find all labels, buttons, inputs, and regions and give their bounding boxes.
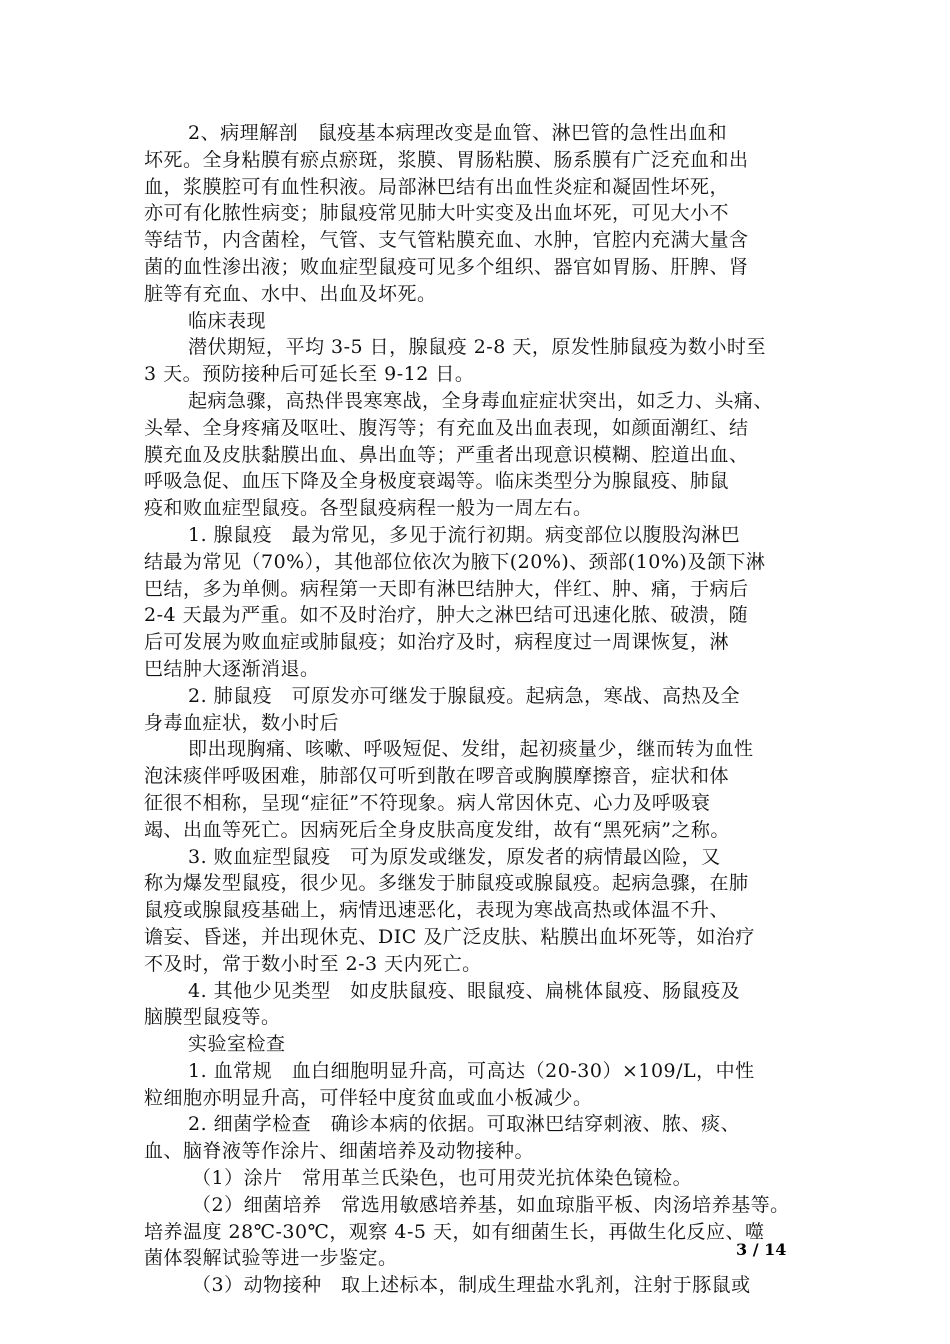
text-line: 脏等有充血、水中、出血及坏死。 (144, 282, 437, 305)
text-line: 疫和败血症型鼠疫。各型鼠疫病程一般为一周左右。 (144, 497, 593, 520)
text-line: 征很不相称，呈现“症征”不符现象。病人常因休克、心力及呼吸衰 (144, 791, 711, 814)
text-line: 身毒血症状，数小时后 (144, 711, 340, 734)
text-line: 2-4 天最为严重。如不及时治疗，肿大之淋巴结可迅速化脓、破溃，随 (144, 604, 749, 627)
text-line: 膜充血及皮肤黏膜出血、鼻出血等；严重者出现意识模糊、腔道出血、 (144, 443, 749, 466)
page-number: 3 / 14 (736, 1240, 787, 1259)
text-line: 坏死。全身粘膜有瘀点瘀斑，浆膜、胃肠粘膜、肠系膜有广泛充血和出 (144, 148, 749, 171)
text-line: 2. 细菌学检查 确诊本病的依据。可取淋巴结穿刺液、脓、痰、 (188, 1113, 741, 1136)
text-line: 巴结肿大逐渐消退。 (144, 657, 320, 680)
text-line: 菌的血性渗出液；败血症型鼠疫可见多个组织、器官如胃肠、肝脾、肾 (144, 255, 749, 278)
text-line: 3 天。预防接种后可延长至 9-12 日。 (144, 363, 475, 386)
text-line: 称为爆发型鼠疫，很少见。多继发于肺鼠疫或腺鼠疫。起病急骤，在肺 (144, 872, 749, 895)
text-line: 4. 其他少见类型 如皮肤鼠疫、眼鼠疫、扁桃体鼠疫、肠鼠疫及 (188, 979, 741, 1002)
text-line: 菌体裂解试验等进一步鉴定。 (144, 1247, 398, 1270)
text-line: 脑膜型鼠疫等。 (144, 1006, 281, 1029)
text-line: 粒细胞亦明显升高，可伴轻中度贫血或血小板减少。 (144, 1086, 593, 1109)
text-line: 等结节，内含菌栓，气管、支气管粘膜充血、水肿，官腔内充满大量含 (144, 229, 749, 252)
text-line: 不及时，常于数小时至 2-3 天内死亡。 (144, 952, 482, 975)
text-line: 潜伏期短，平均 3-5 日，腺鼠疫 2-8 天，原发性肺鼠疫为数小时至 (188, 336, 766, 359)
document-body (144, 120, 810, 1299)
text-line: 3. 败血症型鼠疫 可为原发或继发，原发者的病情最凶险，又 (188, 845, 721, 868)
text-line: 后可发展为败血症或肺鼠疫；如治疗及时，病程度过一周课恢复，淋 (144, 631, 730, 654)
text-line: （1）涂片 常用革兰氏染色，也可用荧光抗体染色镜检。 (192, 1167, 693, 1190)
text-line: 即出现胸痛、咳嗽、呼吸短促、发绀，起初痰量少，继而转为血性 (188, 738, 754, 761)
text-line: 鼠疫或腺鼠疫基础上，病情迅速恶化，表现为寒战高热或体温不升、 (144, 899, 730, 922)
text-line: 1. 腺鼠疫 最为常见，多见于流行初期。病变部位以腹股沟淋巴 (188, 523, 741, 546)
text-line: 竭、出血等死亡。因病死后全身皮肤高度发绀，故有“黑死病”之称。 (144, 818, 730, 841)
section-heading: 临床表现 (188, 309, 267, 332)
text-line: 巴结，多为单侧。病程第一天即有淋巴结肿大，伴红、肿、痛，于病后 (144, 577, 749, 600)
text-line: 呼吸急促、血压下降及全身极度衰竭等。临床类型分为腺鼠疫、肺鼠 (144, 470, 730, 493)
text-line: 2. 肺鼠疫 可原发亦可继发于腺鼠疫。起病急，寒战、高热及全 (188, 684, 741, 707)
text-line: （2）细菌培养 常选用敏感培养基，如血琼脂平板、肉汤培养基等。 (192, 1193, 790, 1216)
section-heading: 实验室检查 (188, 1033, 286, 1056)
text-line: 2、病理解剖 鼠疫基本病理改变是血管、淋巴管的急性出血和 (188, 122, 728, 144)
text-line: 谵妄、昏迷，并出现休克、DIC 及广泛皮肤、粘膜出血坏死等，如治疗 (144, 925, 755, 948)
text-line: 血、脑脊液等作涂片、细菌培养及动物接种。 (144, 1140, 535, 1163)
text-line: 起病急骤，高热伴畏寒寒战，全身毒血症症状突出，如乏力、头痛、 (188, 389, 774, 412)
text-line: 头晕、全身疼痛及呕吐、腹泻等；有充血及出血表现，如颜面潮红、结 (144, 416, 749, 439)
text-line: 1. 血常规 血白细胞明显升高，可高达（20-30）×109/L，中性 (188, 1059, 755, 1082)
text-line: （3）动物接种 取上述标本，制成生理盐水乳剂，注射于豚鼠或 (192, 1274, 751, 1297)
text-line: 培养温度 28℃-30℃，观察 4-5 天，如有细菌生长，再做生化反应、噬 (144, 1220, 765, 1243)
text-line: 泡沫痰伴呼吸困难，肺部仅可听到散在啰音或胸膜摩擦音，症状和体 (144, 765, 730, 788)
text-line: 结最为常见（70%），其他部位依次为腋下(20%)、颈部(10%)及颌下淋 (144, 550, 766, 573)
text-line: 血，浆膜腔可有血性积液。局部淋巴结有出血性炎症和凝固性坏死， (144, 175, 730, 198)
text-line: 亦可有化脓性病变；肺鼠疫常见肺大叶实变及出血坏死，可见大小不 (144, 202, 730, 225)
